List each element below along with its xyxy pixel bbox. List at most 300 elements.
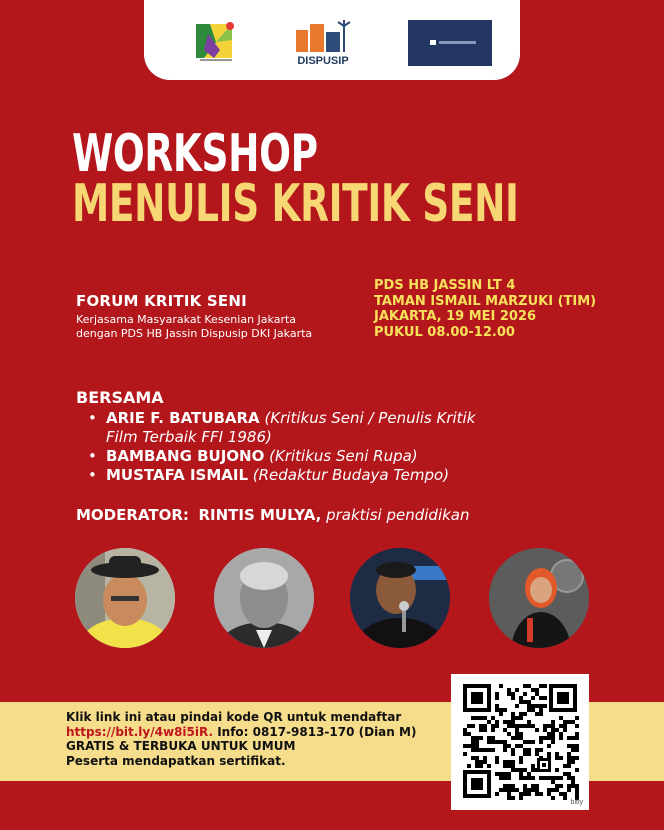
qr-module xyxy=(467,744,471,748)
qr-module xyxy=(539,748,543,752)
qr-module xyxy=(543,684,547,688)
qr-module xyxy=(487,764,491,768)
moderator-label: MODERATOR: xyxy=(76,506,189,524)
speaker-photo xyxy=(489,548,589,648)
qr-module xyxy=(495,792,499,796)
masyarakat-kesenian-logo xyxy=(194,20,238,62)
speaker-role-cont: Film Terbaik FFI 1986) xyxy=(106,428,272,446)
qr-module xyxy=(475,764,479,768)
qr-module xyxy=(547,756,551,760)
qr-module xyxy=(507,744,511,748)
qr-module xyxy=(543,696,547,700)
qr-module xyxy=(519,796,523,800)
qr-module xyxy=(515,736,519,740)
qr-module xyxy=(567,752,571,756)
qr-module xyxy=(519,756,523,760)
qr-module xyxy=(571,760,575,764)
qr-module xyxy=(535,752,539,756)
qr-module xyxy=(531,688,535,692)
qr-module xyxy=(519,700,523,704)
qr-module xyxy=(471,744,475,748)
qr-module xyxy=(563,792,567,796)
venue-line-1: PDS HB JASSIN LT 4 xyxy=(374,278,516,293)
qr-module xyxy=(567,788,571,792)
qr-module xyxy=(527,700,531,704)
qr-module xyxy=(503,784,507,788)
speaker-photo xyxy=(214,548,314,648)
qr-module xyxy=(483,748,487,752)
qr-module xyxy=(479,736,483,740)
qr-module xyxy=(507,688,511,692)
qr-module xyxy=(471,736,475,740)
qr-module xyxy=(567,756,571,760)
speaker-name: ARIE F. BATUBARA xyxy=(106,409,260,427)
qr-module xyxy=(495,756,499,760)
qr-module xyxy=(539,756,543,760)
registration-instruction: Klik link ini atau pindai kode QR untuk mendaftar xyxy=(66,710,402,724)
qr-module xyxy=(475,744,479,748)
qr-module xyxy=(531,724,535,728)
qr-module xyxy=(535,792,539,796)
qr-module xyxy=(563,796,567,800)
qr-module xyxy=(483,724,487,728)
qr-module xyxy=(507,760,511,764)
qr-code-icon xyxy=(451,674,589,810)
qr-module xyxy=(563,728,567,732)
qr-module xyxy=(503,776,507,780)
qr-module xyxy=(547,776,551,780)
speaker-name: BAMBANG BUJONO xyxy=(106,447,265,465)
qr-module xyxy=(567,736,571,740)
qr-module xyxy=(479,764,483,768)
qr-module xyxy=(567,744,571,748)
qr-module xyxy=(467,732,471,736)
qr-module xyxy=(555,728,559,732)
qr-module xyxy=(527,704,531,708)
qr-module xyxy=(495,720,499,724)
qr-module xyxy=(503,764,507,768)
qr-module xyxy=(535,692,539,696)
qr-module xyxy=(503,748,507,752)
qr-module xyxy=(527,724,531,728)
qr-module xyxy=(539,776,543,780)
qr-module xyxy=(475,756,479,760)
qr-module xyxy=(531,740,535,744)
qr-module xyxy=(559,716,563,720)
qr-module xyxy=(503,772,507,776)
qr-module xyxy=(543,724,547,728)
moderator-line xyxy=(76,506,470,524)
qr-module xyxy=(531,764,535,768)
qr-module xyxy=(515,688,519,692)
qr-module xyxy=(523,740,527,744)
qr-module xyxy=(515,768,519,772)
qr-module xyxy=(559,792,563,796)
qr-module xyxy=(543,728,547,732)
qr-module xyxy=(507,732,511,736)
qr-module xyxy=(491,716,495,720)
qr-module xyxy=(511,748,515,752)
speaker-item xyxy=(76,466,475,485)
speaker-item xyxy=(76,409,475,447)
qr-module xyxy=(515,724,519,728)
qr-module xyxy=(515,732,519,736)
qr-module xyxy=(555,752,559,756)
qr-module xyxy=(491,728,495,732)
qr-module xyxy=(535,784,539,788)
qr-module xyxy=(551,796,555,800)
qr-module xyxy=(575,788,579,792)
qr-module xyxy=(503,740,507,744)
qr-module xyxy=(463,732,467,736)
venue-block xyxy=(374,278,596,340)
qr-module xyxy=(523,792,527,796)
qr-module xyxy=(475,736,479,740)
qr-module xyxy=(575,736,579,740)
qr-module xyxy=(551,720,555,724)
qr-module xyxy=(475,760,479,764)
logo-bar xyxy=(144,0,520,80)
qr-module xyxy=(527,788,531,792)
qr-module xyxy=(519,712,523,716)
qr-module xyxy=(531,704,535,708)
qr-module xyxy=(471,740,475,744)
qr-module xyxy=(503,720,507,724)
qr-module xyxy=(487,740,491,744)
qr-module xyxy=(575,756,579,760)
qr-module xyxy=(555,756,559,760)
qr-module xyxy=(499,740,503,744)
qr-module xyxy=(495,772,499,776)
qr-module xyxy=(507,692,511,696)
qr-module xyxy=(483,760,487,764)
qr-module xyxy=(575,792,579,796)
qr-module xyxy=(491,748,495,752)
qr-module xyxy=(539,736,543,740)
registration-free: GRATIS & TERBUKA UNTUK UMUM xyxy=(66,739,296,753)
qr-module xyxy=(487,720,491,724)
qr-module xyxy=(507,764,511,768)
qr-module xyxy=(495,740,499,744)
speakers-list xyxy=(76,409,475,485)
qr-module xyxy=(511,796,515,800)
qr-module xyxy=(511,720,515,724)
qr-module xyxy=(487,748,491,752)
qr-module xyxy=(575,744,579,748)
qr-module xyxy=(567,720,571,724)
qr-module xyxy=(519,732,523,736)
qr-module xyxy=(543,776,547,780)
qr-module xyxy=(555,784,559,788)
qr-module xyxy=(551,736,555,740)
qr-module xyxy=(463,744,467,748)
qr-module xyxy=(495,696,499,700)
qr-module xyxy=(535,768,539,772)
moderator-name: RINTIS MULYA, xyxy=(198,506,322,524)
qr-module xyxy=(539,740,543,744)
qr-module xyxy=(511,692,515,696)
pemprov-logo xyxy=(408,20,492,66)
qr-module xyxy=(519,760,523,764)
qr-module xyxy=(555,788,559,792)
qr-module xyxy=(511,736,515,740)
qr-module xyxy=(523,700,527,704)
qr-module xyxy=(463,728,467,732)
speaker-role: (Kritikus Seni / Penulis Kritik xyxy=(259,409,476,427)
qr-module xyxy=(567,784,571,788)
bullet-icon: • xyxy=(88,409,97,427)
qr-module xyxy=(543,736,547,740)
qr-module xyxy=(547,788,551,792)
qr-module xyxy=(495,692,499,696)
qr-module xyxy=(503,708,507,712)
qr-module xyxy=(547,724,551,728)
qr-module xyxy=(575,768,579,772)
forum-line-1: Kerjasama Masyarakat Kesenian Jakarta xyxy=(76,313,297,326)
qr-module xyxy=(519,744,523,748)
qr-module xyxy=(551,788,555,792)
qr-module xyxy=(539,708,543,712)
qr-module xyxy=(531,788,535,792)
qr-module xyxy=(559,736,563,740)
qr-module xyxy=(527,740,531,744)
qr-module xyxy=(491,736,495,740)
qr-code[interactable] xyxy=(451,674,589,810)
qr-module xyxy=(507,784,511,788)
qr-module xyxy=(555,768,559,772)
qr-module xyxy=(499,712,503,716)
qr-module xyxy=(567,760,571,764)
qr-module xyxy=(527,748,531,752)
qr-module xyxy=(471,724,475,728)
qr-module xyxy=(507,788,511,792)
qr-module xyxy=(571,736,575,740)
speaker-role: (Kritikus Seni Rupa) xyxy=(264,447,418,465)
qr-module xyxy=(531,776,535,780)
qr-module xyxy=(507,792,511,796)
qr-module xyxy=(531,768,535,772)
qr-module xyxy=(523,712,527,716)
qr-module xyxy=(523,788,527,792)
qr-module xyxy=(535,728,539,732)
qr-module xyxy=(563,724,567,728)
qr-module xyxy=(495,724,499,728)
qr-module xyxy=(571,748,575,752)
qr-module xyxy=(527,684,531,688)
qr-module xyxy=(511,764,515,768)
qr-module xyxy=(515,728,519,732)
qr-module xyxy=(471,748,475,752)
venue-line-2: TAMAN ISMAIL MARZUKI (TIM) xyxy=(374,293,597,309)
qr-module xyxy=(527,776,531,780)
qr-module xyxy=(575,732,579,736)
qr-module xyxy=(539,684,543,688)
qr-module xyxy=(483,728,487,732)
dispusip-label: DISPUSIP xyxy=(297,55,349,67)
qr-module xyxy=(551,776,555,780)
speaker-name: MUSTAFA ISMAIL xyxy=(106,466,249,484)
qr-module xyxy=(507,720,511,724)
qr-module xyxy=(503,788,507,792)
qr-module xyxy=(515,716,519,720)
qr-module xyxy=(527,720,531,724)
speaker-item xyxy=(76,447,475,466)
qr-module xyxy=(571,780,575,784)
bullet-icon: • xyxy=(88,466,97,484)
qr-module xyxy=(511,716,515,720)
bullet-icon: • xyxy=(88,447,97,465)
qr-module xyxy=(519,772,523,776)
qr-module xyxy=(499,772,503,776)
qr-module xyxy=(563,772,567,776)
qr-module xyxy=(511,760,515,764)
qr-module xyxy=(551,780,555,784)
qr-module xyxy=(539,704,543,708)
qr-module xyxy=(527,772,531,776)
qr-module xyxy=(523,684,527,688)
qr-module xyxy=(511,752,515,756)
qr-module xyxy=(523,748,527,752)
registration-info: Info: 0817-9813-170 (Dian M) xyxy=(213,724,417,739)
qr-module xyxy=(479,716,483,720)
dispusip-logo xyxy=(290,18,356,68)
qr-module xyxy=(551,732,555,736)
qr-module xyxy=(511,724,515,728)
registration-block xyxy=(66,710,416,768)
bitly-label: bitly xyxy=(570,799,583,806)
qr-module xyxy=(479,728,483,732)
qr-module xyxy=(575,748,579,752)
qr-module xyxy=(571,720,575,724)
qr-module xyxy=(495,760,499,764)
qr-module xyxy=(471,716,475,720)
qr-module xyxy=(571,744,575,748)
qr-module xyxy=(567,764,571,768)
qr-module xyxy=(519,724,523,728)
qr-module xyxy=(523,784,527,788)
qr-module xyxy=(499,684,503,688)
moderator-role: praktisi pendidikan xyxy=(326,506,470,524)
qr-module xyxy=(575,784,579,788)
speakers-block xyxy=(76,388,475,485)
qr-module xyxy=(535,704,539,708)
qr-module xyxy=(531,784,535,788)
qr-module xyxy=(467,724,471,728)
qr-module xyxy=(491,740,495,744)
qr-module xyxy=(527,752,531,756)
qr-module xyxy=(571,784,575,788)
qr-module xyxy=(563,720,567,724)
venue-date: JAKARTA, 19 MEI 2026 xyxy=(374,309,537,324)
qr-module xyxy=(511,768,515,772)
qr-module xyxy=(519,776,523,780)
qr-module xyxy=(507,776,511,780)
qr-module xyxy=(467,764,471,768)
registration-link[interactable]: https://bit.ly/4w8i5iR. xyxy=(66,724,214,739)
qr-module xyxy=(519,716,523,720)
registration-link-line xyxy=(66,725,416,740)
qr-module xyxy=(479,748,483,752)
speaker-photo xyxy=(350,548,450,648)
qr-module xyxy=(559,784,563,788)
qr-module xyxy=(551,728,555,732)
qr-module xyxy=(575,716,579,720)
qr-module xyxy=(559,724,563,728)
qr-module xyxy=(511,712,515,716)
qr-module xyxy=(523,724,527,728)
qr-module xyxy=(491,724,495,728)
qr-module xyxy=(503,728,507,732)
qr-module xyxy=(547,792,551,796)
qr-module xyxy=(515,744,519,748)
qr-module xyxy=(555,776,559,780)
venue-time: PUKUL 08.00-12.00 xyxy=(374,324,515,340)
qr-module xyxy=(515,704,519,708)
speaker-role: (Redaktur Budaya Tempo) xyxy=(248,466,450,484)
qr-module xyxy=(547,744,551,748)
qr-module xyxy=(527,792,531,796)
qr-module xyxy=(531,708,535,712)
qr-module xyxy=(479,724,483,728)
qr-module xyxy=(523,776,527,780)
qr-module xyxy=(531,696,535,700)
qr-module xyxy=(575,724,579,728)
speaker-photo xyxy=(75,548,175,648)
qr-module xyxy=(543,704,547,708)
qr-module xyxy=(511,784,515,788)
qr-module xyxy=(503,760,507,764)
qr-module xyxy=(567,776,571,780)
qr-module xyxy=(539,712,543,716)
forum-block xyxy=(76,292,312,341)
qr-module xyxy=(559,776,563,780)
qr-module xyxy=(475,748,479,752)
qr-module xyxy=(535,788,539,792)
qr-module xyxy=(547,732,551,736)
qr-module xyxy=(539,696,543,700)
qr-module xyxy=(535,712,539,716)
qr-module xyxy=(519,736,523,740)
qr-module xyxy=(535,748,539,752)
qr-module xyxy=(527,708,531,712)
qr-module xyxy=(523,768,527,772)
qr-module xyxy=(487,736,491,740)
qr-module xyxy=(519,696,523,700)
qr-module xyxy=(495,704,499,708)
qr-module xyxy=(507,796,511,800)
qr-module xyxy=(511,696,515,700)
qr-module xyxy=(499,708,503,712)
qr-module xyxy=(463,752,467,756)
qr-module xyxy=(483,756,487,760)
qr-module xyxy=(559,756,563,760)
registration-certificate: Peserta mendapatkan sertifikat. xyxy=(66,753,286,768)
qr-module xyxy=(519,792,523,796)
speakers-heading: BERSAMA xyxy=(76,388,164,407)
qr-module xyxy=(475,740,479,744)
qr-module xyxy=(519,768,523,772)
qr-module xyxy=(539,792,543,796)
qr-module xyxy=(551,740,555,744)
qr-module xyxy=(499,788,503,792)
qr-module xyxy=(511,788,515,792)
qr-module xyxy=(567,772,571,776)
forum-line-2: dengan PDS HB Jassin Dispusip DKI Jakarta xyxy=(76,327,313,340)
qr-module xyxy=(515,788,519,792)
qr-module xyxy=(507,772,511,776)
qr-module xyxy=(495,708,499,712)
title-menulis-kritik-seni: MENULIS KRITIK SENI xyxy=(72,174,519,234)
